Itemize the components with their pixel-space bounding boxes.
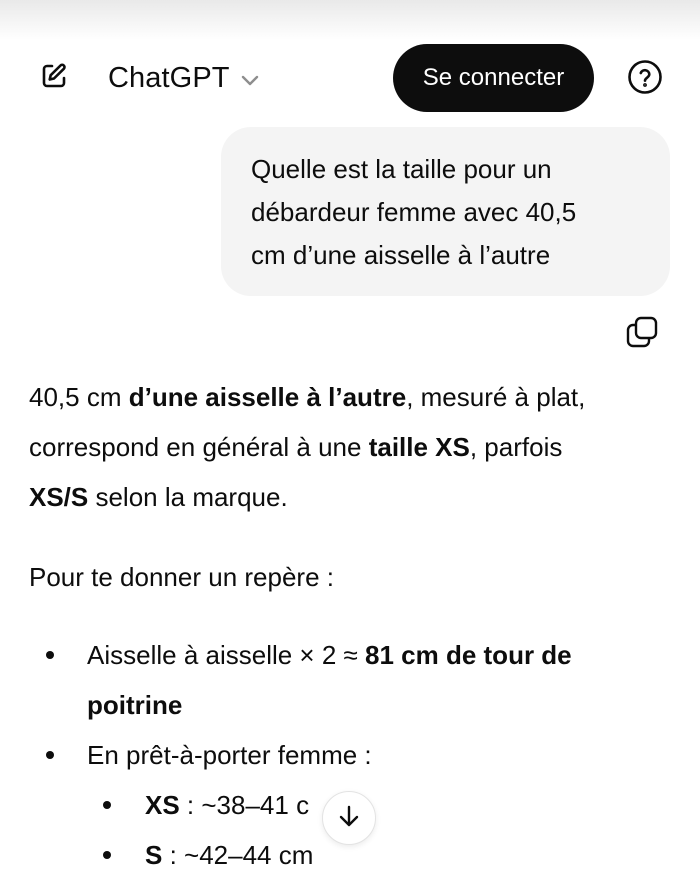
assistant-paragraph: Pour te donner un repère : bbox=[29, 562, 334, 592]
scroll-down-button[interactable] bbox=[322, 791, 376, 845]
bold-text: poitrine bbox=[87, 690, 183, 720]
text-run: , mesuré à plat, bbox=[406, 382, 586, 412]
list-item-line: En prêt-à-porter femme : bbox=[87, 740, 372, 770]
copy-button[interactable] bbox=[622, 316, 662, 352]
bullet-dot bbox=[103, 851, 111, 859]
arrow-down-icon bbox=[336, 803, 362, 834]
chevron-down-icon bbox=[240, 74, 260, 86]
assistant-line bbox=[29, 372, 669, 422]
edit-icon bbox=[39, 61, 69, 96]
login-button[interactable]: Se connecter bbox=[393, 44, 594, 112]
header bbox=[0, 40, 700, 116]
text-run: correspond en général à une bbox=[29, 432, 369, 462]
user-message-line: débardeur femme avec 40,5 bbox=[251, 197, 577, 227]
assistant-line bbox=[29, 472, 669, 522]
bold-text: XS bbox=[145, 790, 180, 820]
assistant-message bbox=[29, 372, 669, 870]
text-run: selon la marque. bbox=[88, 482, 288, 512]
list-item-line bbox=[87, 630, 669, 680]
bold-text: 81 cm de tour de bbox=[365, 640, 572, 670]
copy-icon bbox=[625, 315, 659, 354]
bullet-dot bbox=[46, 651, 54, 659]
user-message-text bbox=[251, 148, 650, 277]
bold-text: S bbox=[145, 840, 163, 870]
user-message-bubble bbox=[221, 127, 670, 296]
bullet-dot bbox=[103, 801, 111, 809]
bold-text: taille XS bbox=[368, 432, 470, 462]
new-chat-button[interactable] bbox=[36, 60, 72, 96]
text-run: , parfois bbox=[469, 432, 563, 462]
text-run: : ~38–41 c bbox=[179, 790, 310, 820]
text-run: 40,5 cm bbox=[29, 382, 129, 412]
text-run: : ~42–44 cm bbox=[162, 840, 314, 870]
list-item bbox=[29, 730, 669, 780]
user-message-line: cm d’une aisselle à l’autre bbox=[251, 240, 551, 270]
text-run: Aisselle à aisselle × 2 ≈ bbox=[87, 640, 366, 670]
assistant-line bbox=[29, 422, 669, 472]
help-circle-icon bbox=[627, 59, 663, 100]
assistant-paragraph bbox=[29, 372, 669, 522]
bullet-dot bbox=[46, 751, 54, 759]
help-button[interactable] bbox=[627, 61, 663, 97]
bold-text: d’une aisselle à l’autre bbox=[128, 382, 407, 412]
list-item-line bbox=[87, 680, 669, 730]
list-item bbox=[29, 630, 669, 730]
bold-text: XS/S bbox=[29, 482, 89, 512]
model-name: ChatGPT bbox=[108, 61, 230, 94]
top-fade bbox=[0, 0, 700, 40]
model-picker[interactable] bbox=[108, 58, 260, 98]
user-message-line: Quelle est la taille pour un bbox=[251, 154, 552, 184]
